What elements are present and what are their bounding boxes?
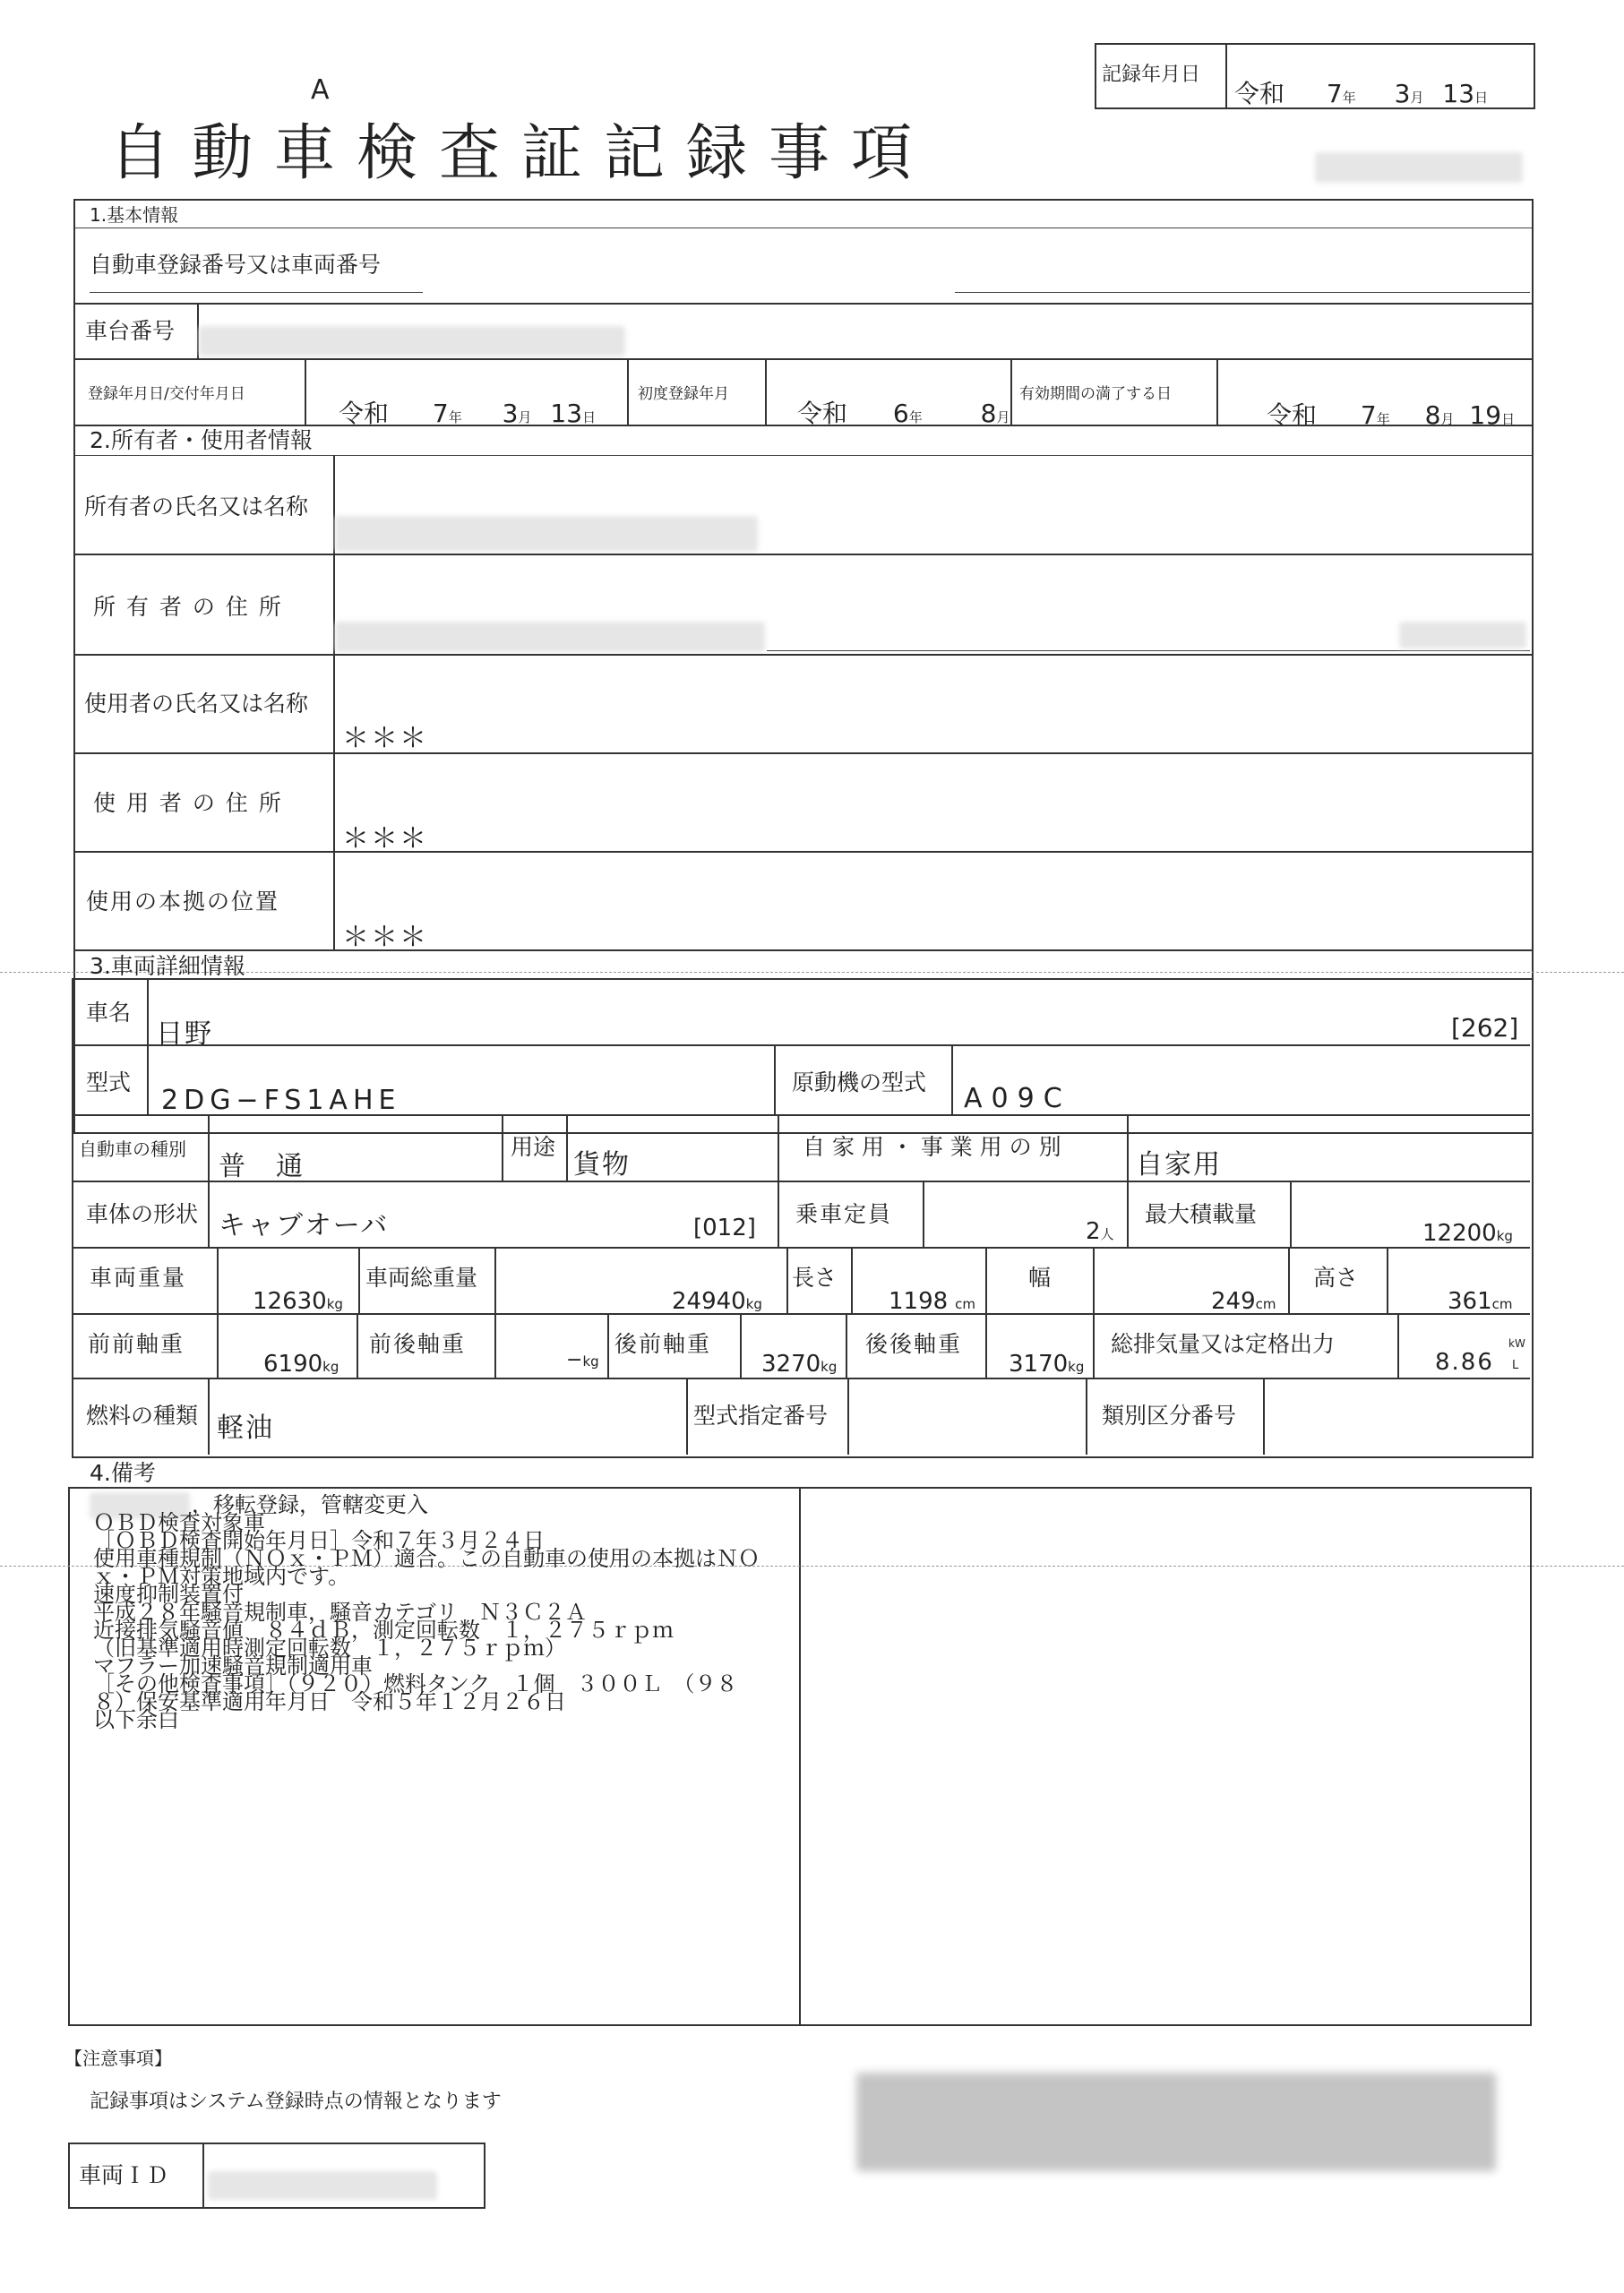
reg-date-value: 令和 7年 3月 13日: [339, 399, 597, 428]
section3-heading: 3.車両詳細情報: [90, 953, 245, 979]
fr-axle-value: −kg: [566, 1349, 599, 1371]
max-load-label: 最大積載量: [1145, 1201, 1258, 1227]
ff-axle-value: 6190kg: [263, 1351, 339, 1378]
redacted-vehicle-id: [208, 2171, 437, 2200]
section4-heading: 4.備考: [90, 1460, 156, 1486]
fr-axle-label: 前後軸重: [369, 1331, 467, 1357]
reg-number-label: 自動車登録番号又は車両番号: [90, 252, 382, 278]
length-label: 長さ: [792, 1265, 838, 1291]
car-name-code: [262]: [1451, 1013, 1519, 1043]
page-title: 自動車検査証記録事項: [109, 118, 934, 189]
type-designation-label: 型式指定番号: [693, 1403, 829, 1429]
owner-address-label: 所 有 者 の 住 所: [93, 594, 283, 620]
max-load-value: 12200kg: [1422, 1220, 1513, 1247]
model-label: 型式: [86, 1069, 132, 1095]
copy-mark: A: [311, 74, 330, 106]
l-unit: L: [1512, 1359, 1519, 1372]
private-business-value: 自家用: [1136, 1149, 1222, 1181]
first-reg-label: 初度登録年月: [638, 385, 729, 403]
private-business-label: 自 家 用 ・ 事 業 用 の 別: [803, 1134, 1061, 1160]
length-value: 1198 cm: [889, 1288, 976, 1315]
width-label: 幅: [1028, 1265, 1052, 1291]
user-address-value: ＊＊＊: [342, 823, 428, 855]
weight-value: 12630kg: [253, 1288, 343, 1315]
record-date-label: 記録年月日: [1102, 64, 1201, 86]
section2-heading: 2.所有者・使用者情報: [90, 427, 313, 453]
reg-date-label: 登録年月日/交付年月日: [88, 385, 245, 403]
rf-axle-label: 後前軸重: [614, 1331, 712, 1357]
redacted-stamp: [856, 2073, 1496, 2171]
kw-unit: kW: [1508, 1337, 1525, 1350]
width-value: 249cm: [1211, 1288, 1276, 1315]
gross-weight-label: 車両総重量: [365, 1265, 478, 1291]
capacity-label: 乗車定員: [795, 1201, 893, 1227]
user-address-label: 使 用 者 の 住 所: [93, 790, 283, 816]
model-value: 2DG−FS1AHE: [161, 1085, 401, 1116]
height-value: 361cm: [1448, 1288, 1513, 1315]
redacted-owner-address: [335, 622, 765, 652]
user-name-label: 使用者の氏名又は名称: [84, 691, 309, 717]
rr-axle-label: 後後軸重: [865, 1331, 963, 1357]
category-label: 類別区分番号: [1102, 1403, 1237, 1429]
expiry-label: 有効期間の満了する日: [1019, 385, 1172, 403]
base-label: 使用の本拠の位置: [86, 889, 280, 915]
notice-heading: 【注意事項】: [64, 2048, 172, 2069]
use-label: 用途: [511, 1134, 556, 1160]
engine-model-value: A09C: [964, 1083, 1071, 1114]
fuel-label: 燃料の種類: [86, 1403, 199, 1429]
engine-model-label: 原動機の型式: [792, 1069, 927, 1095]
remarks-text: ，移転登録，管轄変更入 ＯＢＤ検査対象車 ［ＯＢＤ検査開始年月日］令和７年３月２４日 使用車種規制（ＮＯｘ・ＰＭ）適合。この自動車の使用の本拠はＮＯ ｘ・ＰＭ対策地域内です。 速度抑制装置付 平成２８年騒音規制車，騒音カテゴリ Ｎ３Ｃ２Ａ 近接排気騒音値 ８４ｄＢ，測定回転数 １，２７５ｒｐｍ （旧基準適用時測定回転数 １，２７５ｒｐｍ） マフラー加速騒音規制適用車 ［その他検査事項］（９２０）燃料タンク １個 ３００Ｌ （９８ ８）保安基準適用年月日 令和５年１２月２６日 以下余白: [93, 1492, 760, 1732]
capacity-value: 2人: [1086, 1218, 1114, 1245]
weight-label: 車両重量: [90, 1265, 187, 1291]
record-date-value: 令和 7年 3月 13日: [1234, 79, 1489, 108]
vehicle-type-label: 自動車の種別: [79, 1138, 186, 1160]
gross-weight-value: 24940kg: [672, 1288, 762, 1315]
first-reg-value: 令和 6年 8月: [797, 399, 1010, 428]
body-shape-value: キャブオーバ: [219, 1210, 390, 1241]
base-value: ＊＊＊: [342, 922, 428, 953]
car-name-label: 車名: [86, 1000, 132, 1026]
rf-axle-value: 3270kg: [761, 1351, 838, 1378]
owner-name-label: 所有者の氏名又は名称: [84, 494, 309, 520]
use-value: 貨物: [573, 1149, 631, 1181]
redacted-owner-name: [335, 516, 758, 552]
body-shape-code: [012]: [693, 1215, 756, 1241]
redacted-chassis: [199, 326, 625, 356]
vehicle-type-value: 普 通: [219, 1151, 305, 1182]
fuel-value: 軽油: [217, 1413, 274, 1444]
redacted-header: [1315, 152, 1523, 183]
displacement-value: 8.86: [1435, 1349, 1494, 1376]
vehicle-id-label: 車両ＩＤ: [79, 2162, 169, 2188]
height-label: 高さ: [1313, 1265, 1359, 1291]
displacement-label: 総排気量又は定格出力: [1111, 1331, 1336, 1357]
user-name-value: ＊＊＊: [342, 723, 428, 754]
rr-axle-value: 3170kg: [1009, 1351, 1085, 1378]
redacted-owner-address-2: [1399, 622, 1526, 648]
section1-heading: 1.基本情報: [90, 204, 179, 226]
ff-axle-label: 前前軸重: [88, 1331, 185, 1357]
chassis-label: 車台番号: [85, 318, 176, 344]
car-name-value: 日野: [156, 1018, 213, 1050]
body-shape-label: 車体の形状: [86, 1201, 199, 1227]
notice-text: 記録事項はシステム登録時点の情報となります: [90, 2091, 502, 2113]
expiry-value: 令和 7年 8月 19日: [1267, 400, 1516, 430]
